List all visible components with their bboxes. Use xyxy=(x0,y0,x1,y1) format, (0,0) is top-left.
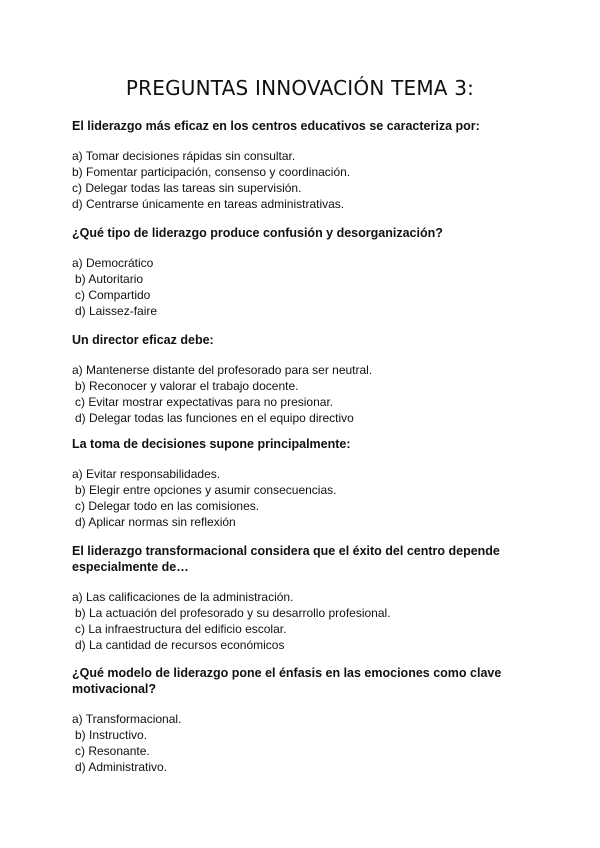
option-d: d) Administrativo. xyxy=(75,760,168,774)
option-a: a) Evitar responsabilidades. xyxy=(72,467,221,481)
option-b: b) Fomentar participación, consenso y coordinación. xyxy=(72,165,351,179)
question-2 xyxy=(72,225,532,319)
option-a: a) Democrático xyxy=(72,256,154,270)
option-b: b) Elegir entre opciones y asumir consecuencias. xyxy=(75,483,337,497)
options-list xyxy=(72,589,532,653)
question-text: La toma de decisiones supone principalmente: xyxy=(72,437,351,451)
option-c: c) Evitar mostrar expectativas para no presionar. xyxy=(75,395,334,409)
options-list xyxy=(72,711,532,775)
options-list xyxy=(72,362,532,426)
option-d: d) Laissez-faire xyxy=(75,304,158,318)
question-text: Un director eficaz debe: xyxy=(72,333,214,347)
option-c: c) La infraestructura del edificio escolar. xyxy=(75,622,287,636)
option-b: b) La actuación del profesorado y su desarrollo profesional. xyxy=(75,606,391,620)
option-b: b) Instructivo. xyxy=(75,728,148,742)
question-text: ¿Qué modelo de liderazgo pone el énfasis en las emociones como clave motivacional? xyxy=(72,666,502,696)
question-text: ¿Qué tipo de liderazgo produce confusión y desorganización? xyxy=(72,226,443,240)
option-d: d) Delegar todas las funciones en el equipo directivo xyxy=(75,411,354,425)
options-list xyxy=(72,466,532,530)
question-5 xyxy=(72,543,532,653)
option-d: d) La cantidad de recursos económicos xyxy=(75,638,285,652)
question-1 xyxy=(72,118,532,212)
option-a: a) Mantenerse distante del profesorado para ser neutral. xyxy=(72,363,373,377)
option-a: a) Transformacional. xyxy=(72,712,182,726)
question-3 xyxy=(72,332,532,426)
option-c: c) Delegar todas las tareas sin supervisión. xyxy=(72,181,302,195)
option-a: a) Las calificaciones de la administración. xyxy=(72,590,294,604)
option-c: c) Delegar todo en las comisiones. xyxy=(75,499,260,513)
options-list xyxy=(72,148,532,212)
question-text: El liderazgo más eficaz en los centros educativos se caracteriza por: xyxy=(72,119,480,133)
question-text: El liderazgo transformacional considera que el éxito del centro depende especialmente de… xyxy=(72,544,500,574)
options-list xyxy=(72,255,532,319)
option-c: c) Compartido xyxy=(75,288,151,302)
question-4 xyxy=(72,436,532,530)
option-c: c) Resonante. xyxy=(75,744,150,758)
option-b: b) Reconocer y valorar el trabajo docente. xyxy=(75,379,299,393)
option-b: b) Autoritario xyxy=(75,272,144,286)
page-title: PREGUNTAS INNOVACIÓN TEMA 3: xyxy=(125,76,475,100)
question-6 xyxy=(72,665,532,775)
option-a: a) Tomar decisiones rápidas sin consultar. xyxy=(72,149,296,163)
option-d: d) Centrarse únicamente en tareas administrativas. xyxy=(72,197,345,211)
option-d: d) Aplicar normas sin reflexión xyxy=(75,515,236,529)
